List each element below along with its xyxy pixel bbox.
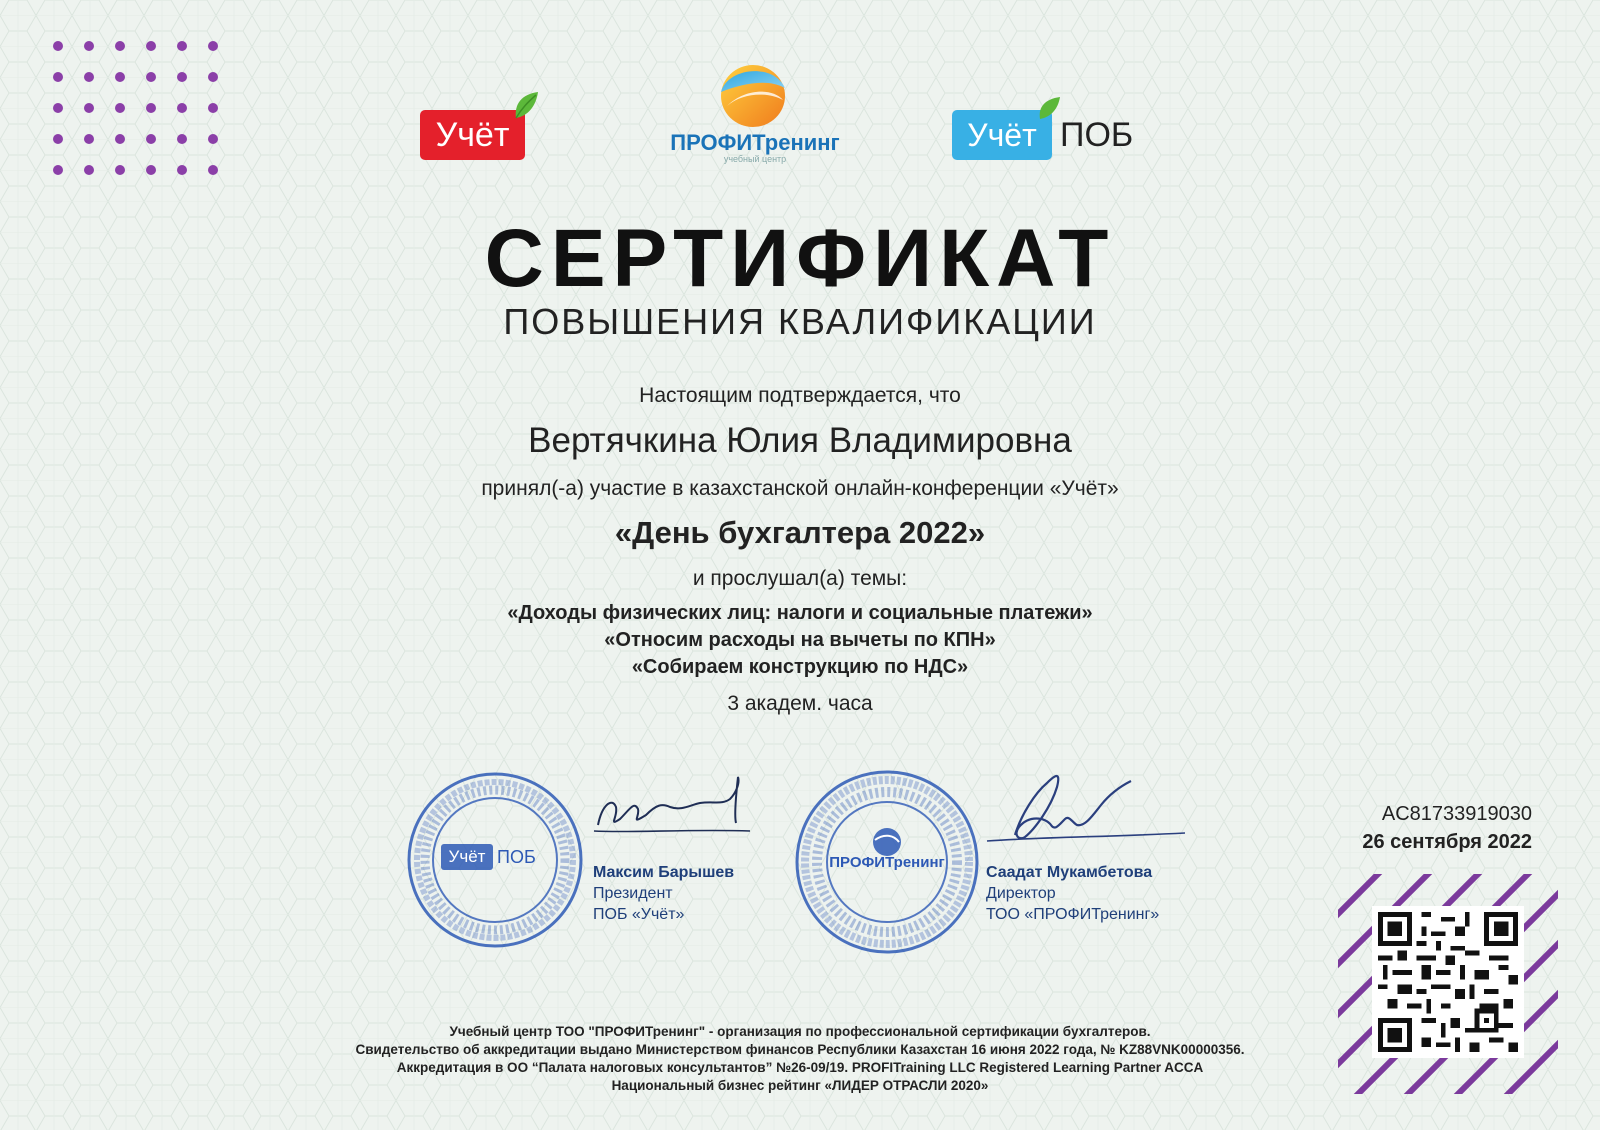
uchet-logo: [420, 90, 545, 165]
signer-org: ТОО «ПРОФИТренинг»: [986, 906, 1160, 923]
topic-item: «Относим расходы на вычеты по КПН»: [604, 629, 996, 651]
participation-text: принял(-а) участие в казахстанской онлайн-конференции «Учёт»: [481, 477, 1119, 500]
signer-org: ПОБ «Учёт»: [593, 906, 685, 923]
uchet-pob-logo-left: Учёт: [952, 110, 1052, 160]
leaf-icon: [1036, 95, 1062, 121]
footer-line: Аккредитация в ОО “Палата налоговых консультантов” №26-09/19. PROFITraining LLC Registered Learning Partner ACCA: [396, 1060, 1204, 1075]
signer-2: [986, 862, 1159, 925]
profitrening-stamp: [793, 768, 981, 956]
signer-name: Максим Барышев: [593, 864, 735, 881]
signer-name: Саадат Мукамбетова: [986, 864, 1153, 881]
uchet-pob-logo-right: ПОБ: [1060, 116, 1134, 154]
uchet-pob-logo: [952, 95, 1157, 165]
signer-position: Президент: [593, 885, 673, 902]
footer-line: Свидетельство об аккредитации выдано Министерством финансов Республики Казахстан 16 июня 2022 года, № KZ88VNK00000356.: [355, 1042, 1245, 1057]
footer-line: Учебный центр ТОО "ПРОФИТренинг" - организация по профессиональной сертификации бухгалтеров.: [449, 1024, 1151, 1039]
topic-item: «Доходы физических лиц: налоги и социальные платежи»: [507, 602, 1093, 624]
event-name: «День бухгалтера 2022»: [614, 515, 986, 550]
signature-mukambetova: [985, 765, 1195, 860]
stamp-logo-right: ПОБ: [497, 847, 536, 867]
signature-barysheva: [590, 775, 760, 855]
recipient-name: Вертячкина Юлия Владимировна: [528, 421, 1072, 460]
stamp-seal-graphic: [405, 770, 585, 950]
stamp-center-text: ПРОФИТренинг: [829, 854, 945, 871]
topic-item: «Собираем конструкцию по НДС»: [631, 656, 969, 678]
profitrening-logo: [655, 62, 855, 167]
leaf-icon: [512, 90, 540, 120]
certificate-title: СЕРТИФИКАТ: [484, 213, 1116, 304]
signer-1: [593, 862, 734, 925]
footer-text: [0, 1023, 1600, 1095]
confirmation-text: Настоящим подтверждается, что: [639, 384, 961, 407]
profitrening-logo-text: ПРОФИТренинг: [670, 130, 840, 155]
uchet-pob-stamp: [405, 770, 585, 950]
certificate-subtitle: ПОВЫШЕНИЯ КВАЛИФИКАЦИИ: [503, 301, 1097, 342]
globe-icon: [717, 62, 789, 130]
academic-hours: 3 академ. часа: [727, 692, 873, 715]
signer-position: Директор: [986, 885, 1056, 902]
profitrening-logo-subtext: учебный центр: [723, 154, 787, 164]
certificate-date: 26 сентября 2022: [1362, 831, 1532, 853]
certificate-details: [1362, 800, 1532, 856]
stamp-logo-left: Учёт: [448, 847, 486, 866]
uchet-logo-text: Учёт: [420, 110, 525, 160]
topics-intro: и прослушал(а) темы:: [692, 567, 908, 590]
footer-line: Национальный бизнес рейтинг «ЛИДЕР ОТРАСЛИ 2020»: [611, 1078, 989, 1093]
decorative-dots: [52, 40, 232, 180]
certificate-number: AC81733919030: [1381, 803, 1532, 825]
